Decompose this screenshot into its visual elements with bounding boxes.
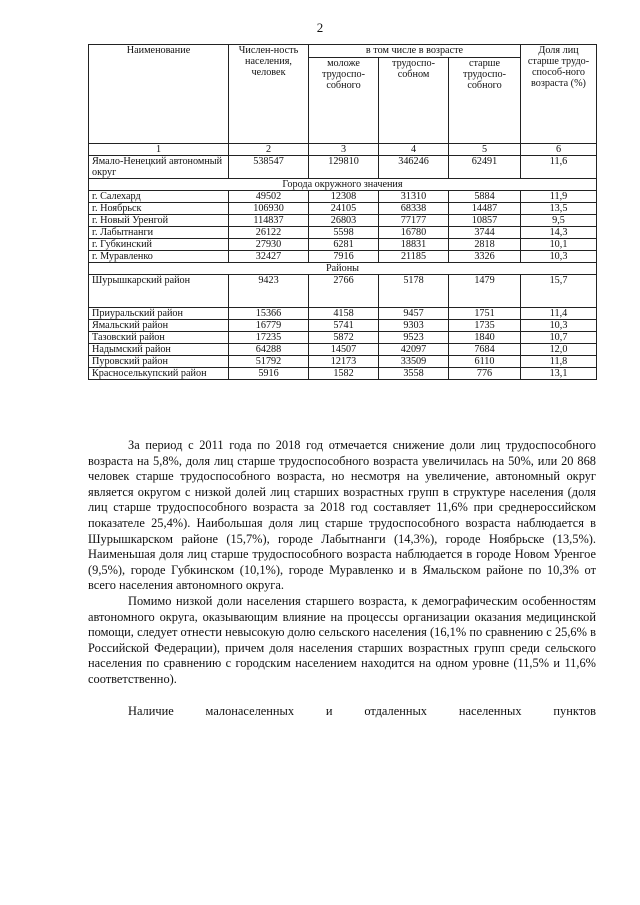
cell-working: 9303 (379, 320, 449, 332)
paragraph-text: За период с 2011 года по 2018 год отмечается снижение доли лиц трудоспособного возраста на 5,8%, доля лиц старше трудоспособного возраста увеличилась на 50%, или 20 868 человек старше трудоспособного возраста, но несмотря на увеличение, автономный округ является округом с низкой долей лиц старших возрастных групп в структуре населения (доля лиц старше трудоспособного возраста за 2018 год составляет 11,6% при среднероссийском показателе 25,4%). Наибольшая доля лиц старше трудоспособного возраста наблюдается в Шурышкарском районе (15,7%), городе Лабытнанги (14,3%), городе Ноябрьске (13,5%). Наименьшая доля лиц старше трудоспособного возраста наблюдается в городе Новом Уренгое (9,5%), городе Губкинском (10,1%), городе Муравленко и в Ямальском районе по 10,3% от всего населения автономного округа. (88, 438, 596, 593)
cities-group (89, 191, 597, 263)
table-row (89, 344, 597, 356)
cell-share: 9,5 (521, 215, 597, 227)
table-row (89, 275, 597, 308)
table-row (89, 356, 597, 368)
total-younger: 129810 (309, 156, 379, 179)
column-number: 6 (521, 144, 597, 156)
cell-name: г. Новый Уренгой (89, 215, 229, 227)
total-working: 346246 (379, 156, 449, 179)
header-share: Доля лиц старше трудо-способ-ного возраста (%) (521, 45, 597, 144)
cell-population: 32427 (229, 251, 309, 263)
cell-population: 16779 (229, 320, 309, 332)
cell-share: 13,1 (521, 368, 597, 380)
cell-older: 1751 (449, 308, 521, 320)
header-older: старше трудоспо-собного (449, 58, 521, 144)
cell-share: 11,4 (521, 308, 597, 320)
cell-population: 17235 (229, 332, 309, 344)
cell-younger: 2766 (309, 275, 379, 308)
table-row (89, 203, 597, 215)
cities-section-title: Города окружного значения (89, 179, 597, 191)
cell-younger: 5872 (309, 332, 379, 344)
column-number: 5 (449, 144, 521, 156)
cell-share: 15,7 (521, 275, 597, 308)
table-row (89, 308, 597, 320)
cell-name: г. Ноябрьск (89, 203, 229, 215)
cell-population: 114837 (229, 215, 309, 227)
cell-share: 10,1 (521, 239, 597, 251)
paragraph-2 (88, 594, 596, 688)
cell-share: 13,5 (521, 203, 597, 215)
header-population: Числен-ность населения, человек (229, 45, 309, 144)
cell-older: 14487 (449, 203, 521, 215)
total-population: 538547 (229, 156, 309, 179)
header-row (89, 45, 597, 58)
header-working: трудоспо-собном (379, 58, 449, 144)
total-older: 62491 (449, 156, 521, 179)
cell-working: 9457 (379, 308, 449, 320)
cell-older: 2818 (449, 239, 521, 251)
table-row (89, 227, 597, 239)
cell-share: 11,9 (521, 191, 597, 203)
cell-working: 5178 (379, 275, 449, 308)
column-number: 4 (379, 144, 449, 156)
table-row (89, 320, 597, 332)
cell-working: 3558 (379, 368, 449, 380)
cell-population: 27930 (229, 239, 309, 251)
cell-working: 9523 (379, 332, 449, 344)
cell-share: 14,3 (521, 227, 597, 239)
table-row (89, 191, 597, 203)
cell-share: 11,8 (521, 356, 597, 368)
table-row (89, 368, 597, 380)
cell-older: 1840 (449, 332, 521, 344)
header-age-group: в том числе в возрасте (309, 45, 521, 58)
column-number: 1 (89, 144, 229, 156)
cell-population: 15366 (229, 308, 309, 320)
districts-section-title: Районы (89, 263, 597, 275)
cell-population: 51792 (229, 356, 309, 368)
total-name: Ямало-Ненецкий автономный округ (89, 156, 229, 179)
cell-name: Тазовский район (89, 332, 229, 344)
total-row (89, 156, 597, 179)
cell-name: г. Салехард (89, 191, 229, 203)
paragraph-3 (88, 704, 596, 720)
cell-older: 5884 (449, 191, 521, 203)
cell-working: 77177 (379, 215, 449, 227)
paragraph-text: Наличие малонаселенных и отдаленных населенных пунктов (128, 704, 596, 718)
cell-name: г. Лабытнанги (89, 227, 229, 239)
cell-working: 21185 (379, 251, 449, 263)
cell-younger: 12173 (309, 356, 379, 368)
cell-share: 10,3 (521, 320, 597, 332)
cell-younger: 7916 (309, 251, 379, 263)
cell-younger: 1582 (309, 368, 379, 380)
cell-younger: 5598 (309, 227, 379, 239)
cell-population: 106930 (229, 203, 309, 215)
cell-working: 33509 (379, 356, 449, 368)
cell-working: 42097 (379, 344, 449, 356)
cell-share: 10,3 (521, 251, 597, 263)
cell-name: г. Муравленко (89, 251, 229, 263)
cell-older: 3326 (449, 251, 521, 263)
paragraph-1 (88, 438, 596, 594)
cell-name: Красноселькупский район (89, 368, 229, 380)
cell-older: 7684 (449, 344, 521, 356)
cell-population: 9423 (229, 275, 309, 308)
population-table (88, 44, 597, 380)
cell-working: 16780 (379, 227, 449, 239)
cell-population: 64288 (229, 344, 309, 356)
cell-population: 26122 (229, 227, 309, 239)
page-number: 2 (316, 20, 324, 35)
cell-younger: 4158 (309, 308, 379, 320)
cell-younger: 24105 (309, 203, 379, 215)
cell-name: г. Губкинский (89, 239, 229, 251)
cell-working: 18831 (379, 239, 449, 251)
paragraph-text: Помимо низкой доли населения старшего возраста, к демографическим особенностям автономного округа, оказывающим влияние на процессы организации оказания медицинской помощи, следует отнести невысокую долю сельского населения (16,1% по сравнению с 25,6% в Российской Федерации), причем доля населения старших возрастных групп среди сельского населения по сравнению с городским населением находится на одном уровне (11,5% и 11,6% соответственно). (88, 594, 596, 686)
cell-working: 31310 (379, 191, 449, 203)
cell-younger: 6281 (309, 239, 379, 251)
cell-younger: 26803 (309, 215, 379, 227)
cell-younger: 12308 (309, 191, 379, 203)
cell-older: 1735 (449, 320, 521, 332)
table-row (89, 215, 597, 227)
section-row (89, 263, 597, 275)
cell-working: 68338 (379, 203, 449, 215)
cell-share: 12,0 (521, 344, 597, 356)
header-younger: моложе трудоспо-собного (309, 58, 379, 144)
cell-younger: 5741 (309, 320, 379, 332)
table-row (89, 332, 597, 344)
header-name: Наименование (89, 45, 229, 144)
cell-older: 6110 (449, 356, 521, 368)
section-row (89, 179, 597, 191)
cell-older: 776 (449, 368, 521, 380)
total-share: 11,6 (521, 156, 597, 179)
column-numbers-row (89, 144, 597, 156)
table-row (89, 239, 597, 251)
column-number: 2 (229, 144, 309, 156)
cell-population: 5916 (229, 368, 309, 380)
cell-population: 49502 (229, 191, 309, 203)
cell-older: 1479 (449, 275, 521, 308)
cell-name: Приуральский район (89, 308, 229, 320)
column-number: 3 (309, 144, 379, 156)
table-row (89, 251, 597, 263)
cell-share: 10,7 (521, 332, 597, 344)
districts-group (89, 275, 597, 380)
cell-older: 10857 (449, 215, 521, 227)
cell-name: Ямальский район (89, 320, 229, 332)
cell-name: Надымский район (89, 344, 229, 356)
cell-older: 3744 (449, 227, 521, 239)
cell-younger: 14507 (309, 344, 379, 356)
cell-name: Шурышкарский район (89, 275, 229, 308)
cell-name: Пуровский район (89, 356, 229, 368)
